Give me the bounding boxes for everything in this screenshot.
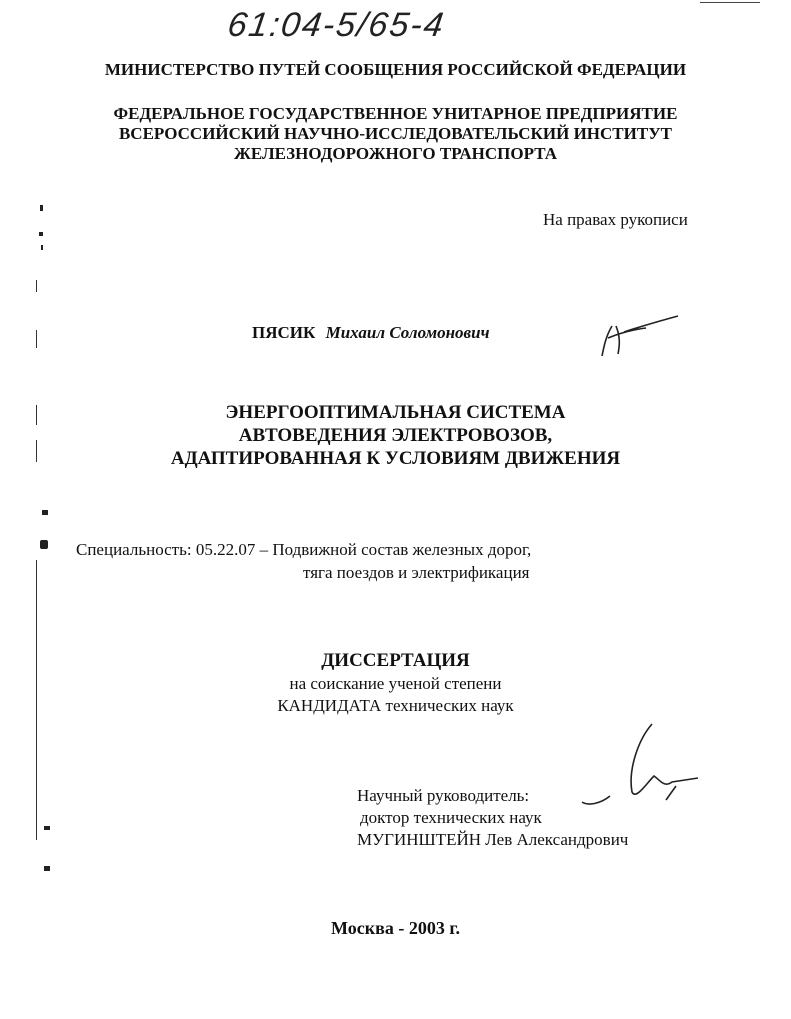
institution-line-2: ВСЕРОССИЙСКИЙ НАУЧНО-ИССЛЕДОВАТЕЛЬСКИЙ ИНСТИТУТ [118, 124, 673, 143]
supervisor-name: МУГИНШТЕЙН Лев Александрович [357, 830, 629, 849]
author-given-names: Михаил Соломонович [325, 323, 490, 342]
author-signature [590, 308, 690, 363]
document-type: ДИССЕРТАЦИЯ [321, 650, 470, 671]
title-line-3: АДАПТИРОВАННАЯ К УСЛОВИЯМ ДВИЖЕНИЯ [170, 448, 621, 469]
scan-speck [40, 540, 48, 549]
supervisor-signature [580, 720, 710, 815]
supervisor-label: Научный руководитель: [357, 786, 530, 805]
institution-line-1: ФЕДЕРАЛЬНОЕ ГОСУДАРСТВЕННОЕ УНИТАРНОЕ ПРЕДПРИЯТИЕ [113, 104, 678, 123]
degree-line-2: КАНДИДАТА технических наук [277, 696, 514, 715]
title-line-2: АВТОВЕДЕНИЯ ЭЛЕКТРОВОЗОВ, [238, 425, 553, 446]
supervisor-title: доктор технических наук [360, 808, 542, 827]
scan-speck [39, 232, 43, 236]
scan-speck [40, 205, 43, 211]
scan-speck [42, 510, 48, 515]
institution-line-3: ЖЕЛЕЗНОДОРОЖНОГО ТРАНСПОРТА [234, 144, 557, 163]
scan-edge-mark [36, 280, 37, 292]
specialty-line-2: тяга поездов и электрификация [303, 563, 530, 582]
scan-speck [41, 245, 43, 250]
title-line-1: ЭНЕРГООПТИМАЛЬНАЯ СИСТЕМА [225, 402, 566, 423]
manuscript-rights: На правах рукописи [543, 210, 688, 229]
archive-mark: 61:04-5/65-4 [225, 6, 448, 44]
degree-line-1: на соискание ученой степени [289, 674, 502, 693]
top-border-line [700, 2, 760, 3]
author-name [252, 323, 490, 343]
scan-edge-mark [36, 330, 37, 348]
ministry-heading: МИНИСТЕРСТВО ПУТЕЙ СООБЩЕНИЯ РОССИЙСКОЙ ФЕДЕРАЦИИ [104, 60, 687, 79]
author-surname: ПЯСИК [252, 323, 316, 342]
place-year: Москва - 2003 г. [331, 918, 460, 938]
specialty-line-1: Специальность: 05.22.07 – Подвижной состав железных дорог, [76, 540, 532, 559]
scan-speck [44, 866, 50, 871]
scan-speck [44, 826, 50, 830]
